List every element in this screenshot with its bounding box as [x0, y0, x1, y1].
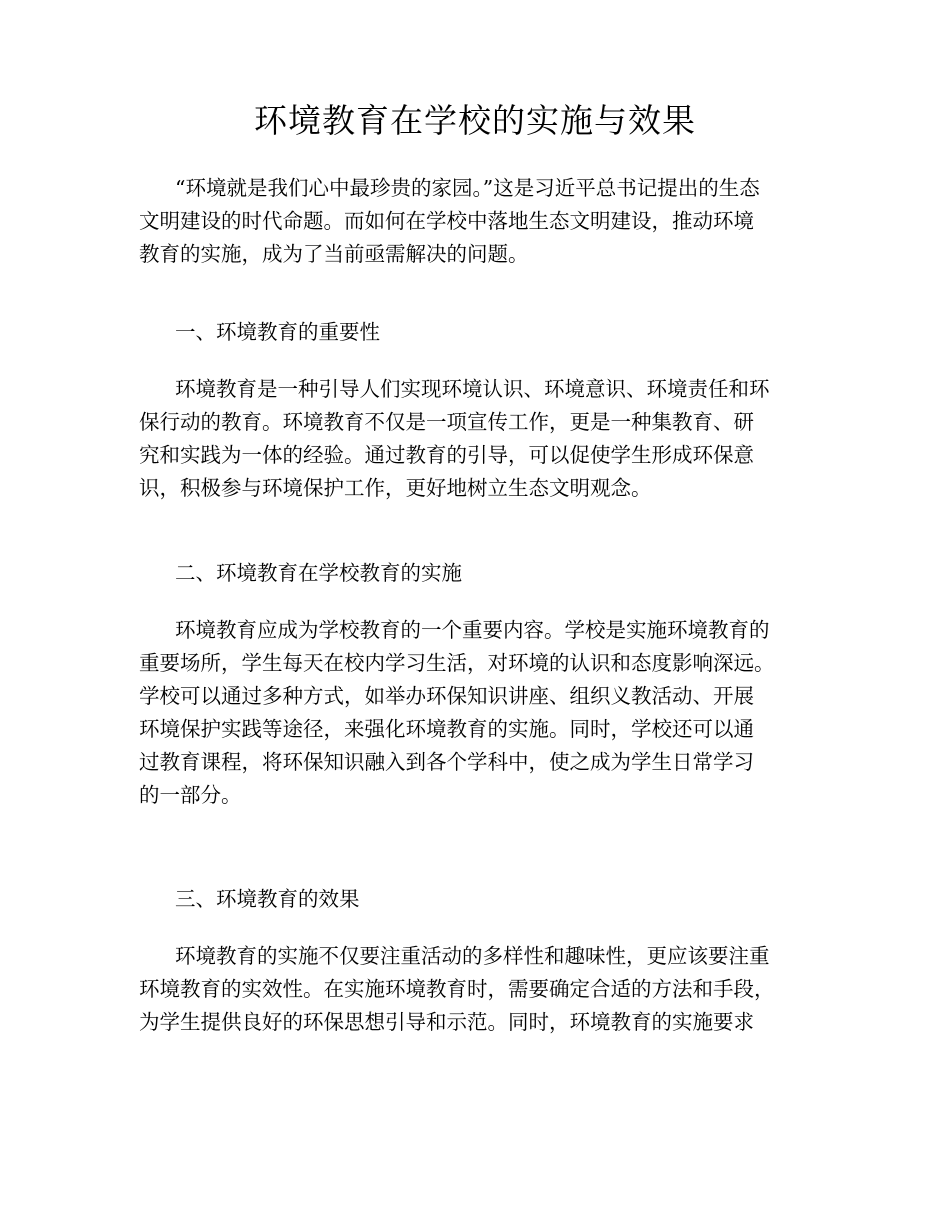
paragraph-line: 环境教育的实效性。在实施环境教育时，需要确定合适的方法和手段，: [139, 977, 775, 1001]
section2-paragraph: [139, 614, 775, 812]
section-heading: 三、环境教育的效果: [175, 887, 360, 911]
section1-paragraph: [139, 373, 770, 505]
paragraph-line: “环境就是我们心中最珍贵的家园。”这是习近平总书记提出的生态: [175, 176, 760, 200]
paragraph-line: 环境教育的实施不仅要注重活动的多样性和趣味性，更应该要注重: [175, 944, 770, 968]
paragraph-line: 为学生提供良好的环保思想引导和示范。同时，环境教育的实施要求: [139, 1010, 754, 1034]
paragraph-line: 文明建设的时代命题。而如何在学校中落地生态文明建设，推动环境: [139, 209, 754, 233]
paragraph-line: 保行动的教育。环境教育不仅是一项宣传工作，更是一种集教育、研: [139, 410, 754, 434]
intro-paragraph: [139, 172, 760, 271]
paragraph-line: 环境教育应成为学校教育的一个重要内容。学校是实施环境教育的: [175, 618, 770, 642]
paragraph-line: 环境保护实践等途径，来强化环境教育的实施。同时，学校还可以通: [139, 717, 754, 741]
document-title: 环境教育在学校的实施与效果: [254, 101, 696, 140]
paragraph-line: 究和实践为一体的经验。通过教育的引导，可以促使学生形成环保意: [139, 443, 754, 467]
paragraph-line: 重要场所，学生每天在校内学习生活，对环境的认识和态度影响深远。: [139, 651, 775, 675]
paragraph-line: 识，积极参与环境保护工作，更好地树立生态文明观念。: [139, 476, 652, 500]
section-heading: 二、环境教育在学校教育的实施: [175, 561, 462, 585]
paragraph-line: 过教育课程，将环保知识融入到各个学科中，使之成为学生日常学习: [139, 750, 754, 774]
paragraph-line: 的一部分。: [139, 783, 242, 807]
paragraph-line: 学校可以通过多种方式，如举办环保知识讲座、组织义教活动、开展: [139, 684, 754, 708]
paragraph-line: 教育的实施，成为了当前亟需解决的问题。: [139, 242, 529, 266]
section3-paragraph: [139, 940, 775, 1039]
paragraph-line: 环境教育是一种引导人们实现环境认识、环境意识、环境责任和环: [175, 377, 770, 401]
section-heading: 一、环境教育的重要性: [175, 320, 380, 344]
